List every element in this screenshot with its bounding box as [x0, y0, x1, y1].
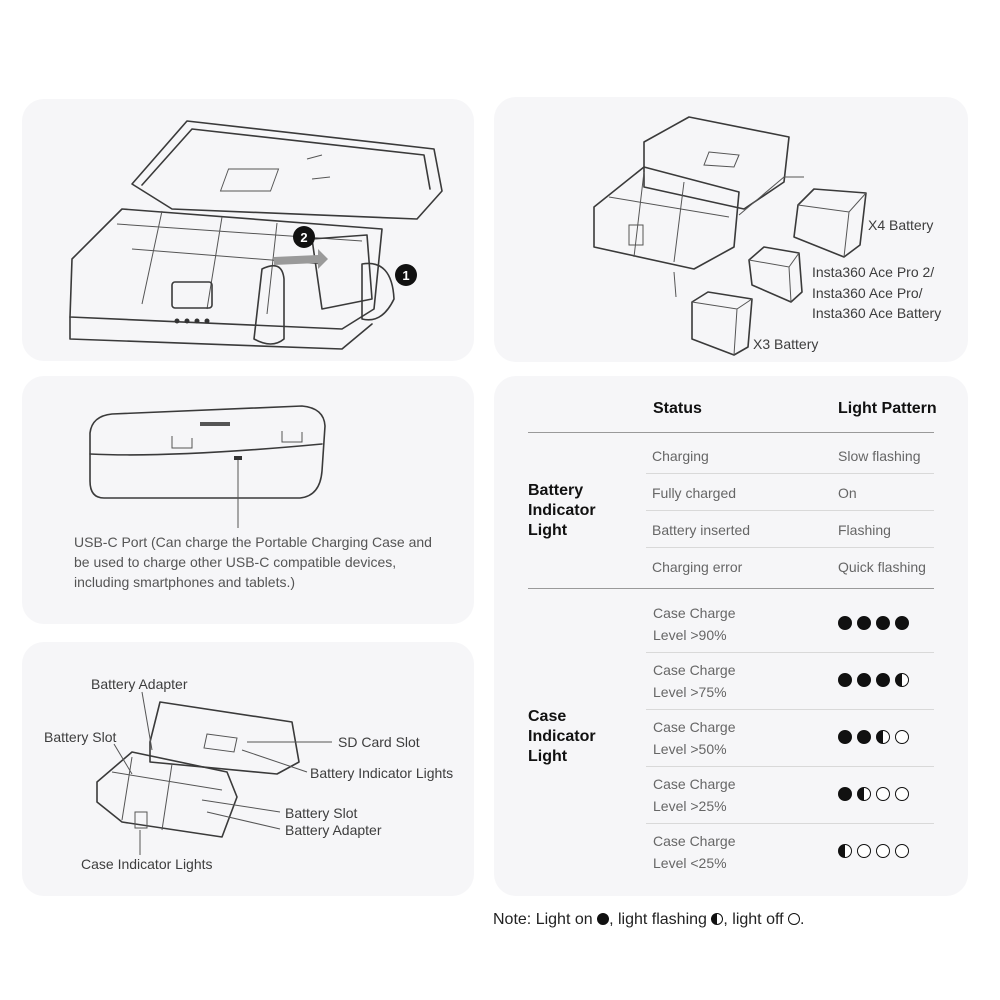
light-on-icon [838, 730, 852, 744]
case-lights-row [838, 787, 909, 801]
usb-c-port-card [22, 376, 474, 624]
light-off-icon [895, 730, 909, 744]
case-indicator-group-label: Case Indicator Light [528, 708, 596, 765]
light-on-icon [876, 673, 890, 687]
charging-case-open-illustration [22, 99, 474, 361]
battery-indicator-group-label: Battery Indicator Light [528, 482, 596, 539]
light-off-icon [876, 787, 890, 801]
legend-note: Note: Light on , light flashing , light off . [493, 911, 805, 928]
label-battery-slot-right: Battery Slot [285, 805, 358, 821]
light-half-icon [838, 844, 852, 858]
compatible-batteries-card [494, 97, 968, 362]
light-half-icon [895, 673, 909, 687]
parts-diagram-card [22, 642, 474, 896]
battery-pattern-inserted: Flashing [838, 522, 891, 538]
installation-illustration-card [22, 99, 474, 361]
battery-status-fully-charged: Fully charged [652, 485, 737, 501]
light-on-icon [895, 616, 909, 630]
battery-status-charging: Charging [652, 448, 709, 464]
light-on-icon [838, 787, 852, 801]
light-on-icon [876, 616, 890, 630]
light-flashing-icon [711, 913, 723, 925]
light-off-icon [895, 844, 909, 858]
ace-battery-label-line3: Insta360 Ace Battery [812, 305, 942, 321]
light-on-icon [857, 616, 871, 630]
battery-pattern-charging: Slow flashing [838, 448, 921, 464]
indicator-light-table: Status Light Pattern Battery Indicator Light Charging Slow flashing Fully charged On Battery inserted Flashing Charging error Quick flashing Case Indicator Light Case Charge Level >90% Case Charge Level >75% Case Charge Level >50% Case Charge Level >25% Case Charge Level <25% [494, 376, 968, 896]
light-on-icon [857, 730, 871, 744]
light-off-icon [895, 787, 909, 801]
label-sd-card-slot: SD Card Slot [338, 734, 420, 750]
x3-battery-label: X3 Battery [753, 336, 819, 352]
battery-status-inserted: Battery inserted [652, 522, 751, 538]
label-battery-slot-left: Battery Slot [44, 729, 117, 745]
step-1-badge: 1 [402, 268, 410, 283]
light-off-icon [857, 844, 871, 858]
header-status: Status [653, 400, 702, 417]
light-half-icon [876, 730, 890, 744]
light-off-icon [788, 913, 800, 925]
label-case-indicator-lights: Case Indicator Lights [81, 856, 213, 872]
header-light-pattern: Light Pattern [838, 400, 937, 417]
label-battery-indicator-lights: Battery Indicator Lights [310, 765, 454, 781]
step-2-badge: 2 [300, 230, 308, 245]
light-on-icon [857, 673, 871, 687]
battery-pattern-error: Quick flashing [838, 559, 926, 575]
x4-battery-label: X4 Battery [868, 217, 934, 233]
header-divider [528, 432, 934, 433]
case-lights-row [838, 730, 909, 744]
label-battery-adapter-top: Battery Adapter [91, 676, 188, 692]
label-battery-adapter-right: Battery Adapter [285, 822, 382, 838]
battery-pattern-fully-charged: On [838, 485, 857, 501]
case-lights-row [838, 673, 909, 687]
light-off-icon [876, 844, 890, 858]
light-on-icon [597, 913, 609, 925]
case-lights-row [838, 616, 909, 630]
case-lights-row [838, 844, 909, 858]
ace-battery-label-line1: Insta360 Ace Pro 2/ [812, 264, 935, 280]
group-divider [528, 588, 934, 589]
light-on-icon [838, 616, 852, 630]
battery-status-error: Charging error [652, 559, 743, 575]
usb-c-port-caption: USB-C Port (Can charge the Portable Charging Case and be used to charge other USB-C compatible devices, including smartphones and tablets.) [74, 534, 432, 590]
light-half-icon [857, 787, 871, 801]
ace-battery-label-line2: Insta360 Ace Pro/ [812, 285, 923, 301]
light-on-icon [838, 673, 852, 687]
